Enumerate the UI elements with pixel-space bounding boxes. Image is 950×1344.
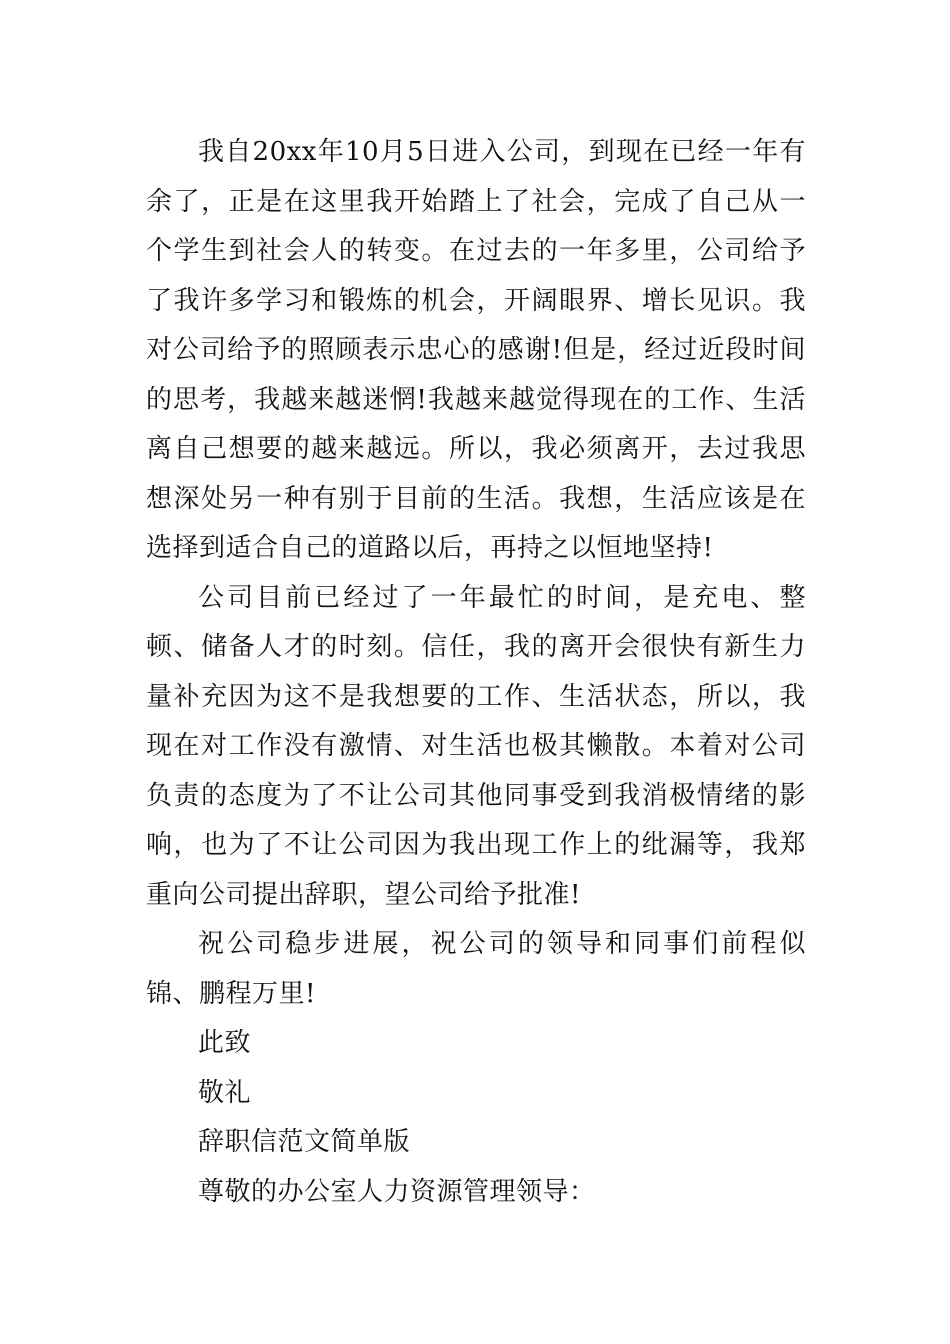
document-body <box>146 128 806 1217</box>
section-title: 辞职信范文简单版 <box>198 1127 411 1157</box>
paragraph-3: 祝公司稳步进展，祝公司的领导和同事们前程似锦、鹏程万里! <box>146 929 806 1009</box>
greeting-line: 尊敬的办公室人力资源管理领导： <box>198 1176 596 1207</box>
salute-line: 敬礼 <box>198 1077 252 1108</box>
paragraph-1: 我自20xx年10月5日进入公司，到现在已经一年有余了，正是在这里我开始踏上了社会，完成了自己从一个学生到社会人的转变。在过去的一年多里，公司给予了我许多学习和锻炼的机会，开阔眼界、增长见识。我对公司给予的照顾表示忠心的感谢!但是，经过近段时间的思考，我越来越迷惘!我越来越觉得现在的工作、生活离自己想要的越来越远。所以，我必须离开，去过我思想深处另一种有别于目前的生活。我想，生活应该是在选择到适合自己的道路以后，再持之以恒地坚持! <box>146 137 806 563</box>
paragraph-2: 公司目前已经过了一年最忙的时间，是充电、整顿、储备人才的时刻。信任，我的离开会很快有新生力量补充因为这不是我想要的工作、生活状态，所以，我现在对工作没有激情、对生活也极其懒散。本着对公司负责的态度为了不让公司其他同事受到我消极情绪的影响，也为了不让公司因为我出现工作上的纰漏等，我郑重向公司提出辞职，望公司给予批准! <box>146 582 806 910</box>
closing-line: 此致 <box>198 1028 252 1058</box>
